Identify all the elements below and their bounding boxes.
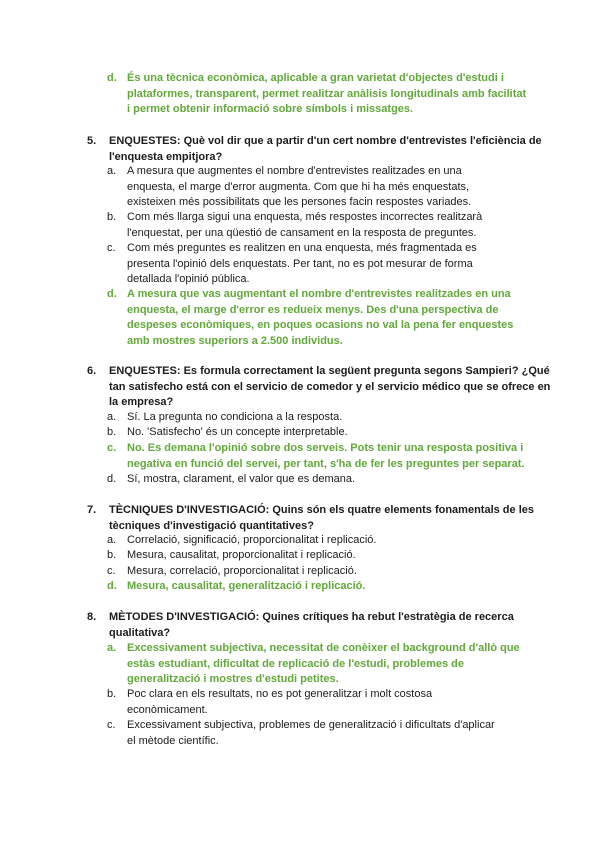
question-text-line: ENQUESTES: Què vol dir que a partir d'un cert nombre d'entrevistes l'eficiència de xyxy=(109,135,542,147)
option-text-line: És una tècnica econòmica, aplicable a gran varietat d'objectes d'estudi i xyxy=(127,72,504,84)
q7-option-c xyxy=(107,564,527,580)
q7-option-d xyxy=(107,579,527,595)
question-5 xyxy=(87,134,542,165)
q8-option-c xyxy=(107,718,527,749)
option-text-line: l'enquestat, per una qüestió de cansament en la resposta de preguntes. xyxy=(127,226,477,239)
option-text-line: Sí, mostra, clarament, el valor que es demana. xyxy=(127,473,356,485)
option-text-line: Excessivament subjectiva, necessitat de conèixer el background d'allò que xyxy=(127,642,520,654)
question-8 xyxy=(87,610,539,641)
q5-option-a xyxy=(107,164,527,211)
option-text-line: presenta l'opinió dels enquestats. Per tant, no es pot mesurar de forma xyxy=(127,257,473,270)
question-text-line: tècniques d'investigació quantitatives? xyxy=(109,519,314,532)
option-text-line: negativa en funció del servei, per tant, s'ha de fer les preguntes per separat. xyxy=(127,457,525,470)
option-text-line: A mesura que augmentes el nombre d'entrevistes realitzades en una xyxy=(127,165,462,177)
option-letter: a. xyxy=(107,534,117,546)
q5-option-c xyxy=(107,241,527,288)
option-text-line: existeixen més possibilitats que les persones facin respostes variades. xyxy=(127,196,472,208)
option-text-line: generalització i mostres d'estudi petites. xyxy=(127,673,339,685)
option-text-line: amb mostres superiors a 2.500 individus. xyxy=(127,334,343,347)
option-letter: a. xyxy=(107,165,117,177)
option-text-line: enquesta, el marge d'error augmenta. Com que hi ha més enquestats, xyxy=(127,180,470,193)
q8-option-a xyxy=(107,641,527,688)
option-text-line: econòmicament. xyxy=(127,703,208,716)
option-letter: d. xyxy=(107,580,117,592)
option-text-line: estàs estudiant, dificultat de replicació de l'estudi, problemes de xyxy=(127,657,464,670)
question-text-line: ENQUESTES: Es formula correctament la següent pregunta segons Sampieri? ¿Qué xyxy=(109,365,550,377)
option-text-line: despeses econòmiques, en poques ocasions no val la pena fer enquestes xyxy=(127,319,514,331)
option-text-line: i permet obtenir informació sobre símbols i missatges. xyxy=(127,103,414,115)
option-letter: d. xyxy=(107,288,117,300)
q5-option-d xyxy=(107,287,527,349)
q6-option-d xyxy=(107,472,527,488)
option-text-line: No. Es demana l'opinió sobre dos serveis. Pots tenir una resposta positiva i xyxy=(127,442,524,454)
question-number: 8. xyxy=(87,611,97,623)
option-text-line: No. 'Satisfecho' és un concepte interpretable. xyxy=(127,426,348,438)
option-text-line: el mètode científic. xyxy=(127,734,219,747)
question-text-line: qualitativa? xyxy=(109,626,171,639)
q5-option-b xyxy=(107,210,527,241)
option-text-line: Correlació, significació, proporcionalitat i replicació. xyxy=(127,534,377,546)
question-number: 7. xyxy=(87,504,97,516)
option-text-line: Sí. La pregunta no condiciona a la resposta. xyxy=(127,411,343,423)
q8-option-b xyxy=(107,687,527,718)
option-text-line: plataformes, transparent, permet realitzar anàlisis longitudinals amb facilitat xyxy=(127,87,527,100)
option-letter: b. xyxy=(107,688,117,700)
option-letter: b. xyxy=(107,211,117,223)
question-7 xyxy=(87,503,539,534)
option-letter: d. xyxy=(107,72,117,84)
option-letter: c. xyxy=(107,565,116,577)
option-text-line: A mesura que vas augmentant el nombre d'entrevistes realitzades en una xyxy=(127,288,511,300)
option-text-line: Mesura, causalitat, generalització i replicació. xyxy=(127,580,366,592)
option-letter: b. xyxy=(107,549,117,561)
option-letter: a. xyxy=(107,411,117,423)
q7-option-a xyxy=(107,533,527,549)
question-number: 6. xyxy=(87,365,97,377)
option-text-line: Excessivament subjectiva, problemes de generalització i dificultats d'aplicar xyxy=(127,719,495,731)
question-text-line: TÈCNIQUES D'INVESTIGACIÓ: Quins són els quatre elements fonamentals de les xyxy=(109,504,534,516)
option-text-line: Com més preguntes es realitzen en una enquesta, més fragmentada es xyxy=(127,242,477,254)
question-number: 5. xyxy=(87,135,97,147)
question-text-line: la empresa? xyxy=(109,396,174,408)
q7-option-b xyxy=(107,548,527,564)
option-letter: c. xyxy=(107,719,116,731)
option-letter: a. xyxy=(107,642,117,654)
option-text-line: Mesura, causalitat, proporcionalitat i replicació. xyxy=(127,549,356,561)
option-letter: c. xyxy=(107,442,117,454)
option-letter: b. xyxy=(107,426,117,438)
question-6 xyxy=(87,364,551,411)
question-text-line: l'enquesta empitjora? xyxy=(109,150,223,163)
option-letter: d. xyxy=(107,473,117,485)
q6-option-a xyxy=(107,410,527,426)
question-text-line: MÈTODES D'INVESTIGACIÓ: Quines crítiques ha rebut l'estratègia de recerca xyxy=(109,611,514,623)
option-letter: c. xyxy=(107,242,116,254)
option-text-line: enquesta, el marge d'error es redueix menys. Des d'una perspectiva de xyxy=(127,303,499,316)
option-text-line: detallada l'opinió pública. xyxy=(127,273,250,285)
q6-option-c xyxy=(107,441,527,472)
option-text-line: Mesura, correlació, proporcionalitat i replicació. xyxy=(127,565,357,577)
question-text-line: tan satisfecho está con el servicio de comedor y el servicio médico que se ofrece en xyxy=(109,380,551,393)
option-text-line: Com més llarga sigui una enquesta, més respostes incorrectes realitzarà xyxy=(127,211,483,223)
q6-option-b xyxy=(107,425,527,441)
option-text-line: Poc clara en els resultats, no es pot generalitzar i molt costosa xyxy=(127,688,433,700)
q4-option-d xyxy=(107,71,527,118)
